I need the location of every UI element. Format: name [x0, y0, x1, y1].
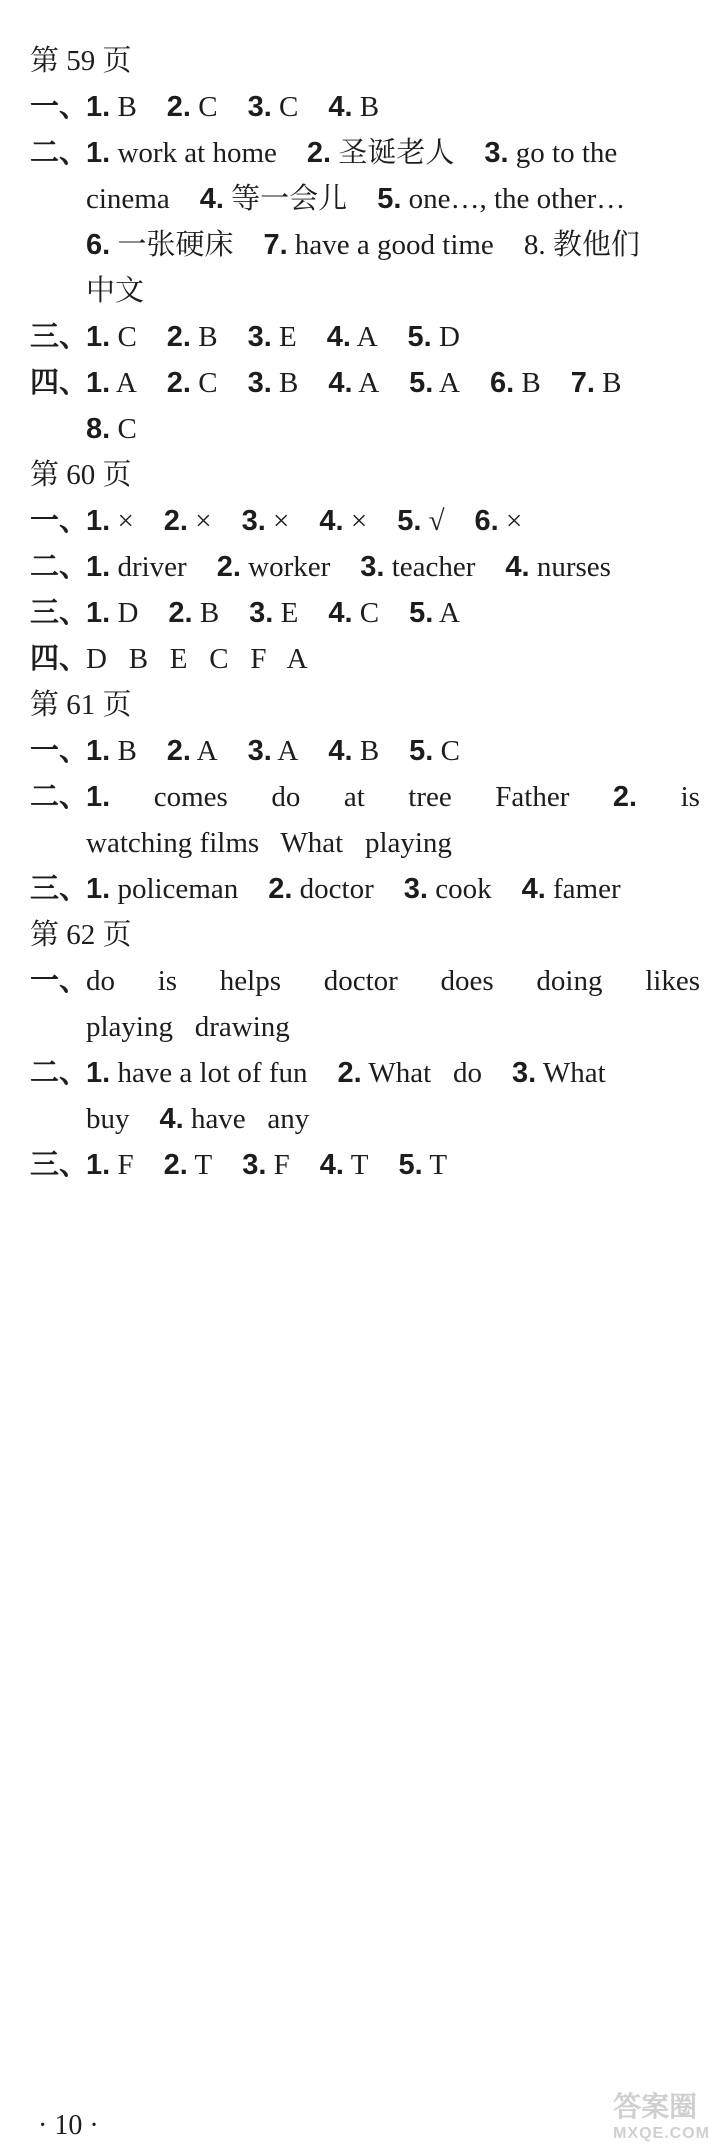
answer-text: × [195, 505, 212, 537]
page-61-label: 第 61 页 [30, 689, 132, 721]
answer-word: 1. [86, 781, 111, 813]
answer-number: 4. [326, 321, 351, 353]
page-59-label: 第 59 页 [30, 45, 132, 77]
items [86, 735, 490, 767]
items [86, 1057, 636, 1089]
answer-number: 2. [337, 1057, 362, 1089]
answer-item [328, 91, 379, 123]
answer-text: have a good time [294, 229, 494, 261]
answer-text: × [117, 505, 134, 537]
answer-text: A [438, 597, 460, 629]
answer-number: 3. [247, 321, 272, 353]
answer-item [398, 1149, 447, 1181]
answer-number: 1. [86, 137, 111, 169]
answer-word: at [343, 781, 365, 813]
answer-text: C [117, 413, 137, 445]
watermark-logo: 答案圈 MXQE.COM [613, 2091, 710, 2142]
answer-item [167, 321, 218, 353]
answer-item [409, 735, 460, 767]
answer-number: 8. [86, 413, 111, 445]
answer-text: go to the [515, 137, 618, 169]
answer-text: C [359, 597, 380, 629]
answer-text: worker [248, 551, 331, 583]
answer-number: 4. [319, 505, 344, 537]
answer-number: 7. [570, 367, 595, 399]
answer-number: 1. [86, 1057, 111, 1089]
answer-text: one…, the other… [408, 183, 626, 215]
answer-item [327, 321, 378, 353]
answer-text: C [198, 367, 218, 399]
items [86, 183, 655, 215]
answer-item [409, 367, 460, 399]
answer-item [86, 413, 137, 445]
answer-text: B [279, 367, 299, 399]
answer-text: A [196, 735, 218, 767]
p62-section-1: 一、 do is helps doctor does doing likes [30, 958, 700, 1004]
answer-number: 4. [328, 91, 353, 123]
p59-section-2: 二、1. work at home 2. 圣诞老人 3. go to the [30, 130, 700, 176]
items [86, 367, 652, 399]
answer-item [319, 505, 367, 537]
p62-section-2: 二、1. have a lot of fun 2. What do 3. What [30, 1050, 700, 1096]
answer-item [505, 551, 611, 583]
answer-text: D [117, 597, 139, 629]
answer-text: 等一会儿 [231, 183, 348, 215]
answer-text: E [279, 321, 297, 353]
p61-section-2: 二、 1. comes do at tree Father 2. is [30, 774, 700, 820]
answer-word: likes [645, 965, 700, 997]
p59-section-1: 一、1. B 2. C 3. C 4. B [30, 84, 700, 130]
answer-item [217, 551, 331, 583]
page-60-label: 第 60 页 [30, 459, 132, 491]
answer-item [86, 1149, 134, 1181]
answer-text: A [277, 735, 299, 767]
answer-number: 1. [86, 1149, 111, 1181]
items [86, 873, 651, 905]
answer-item [167, 91, 218, 123]
p59-section-2-line-4: 中文 [86, 275, 145, 307]
answer-number: 5. [409, 735, 434, 767]
answer-item [86, 91, 137, 123]
answer-text: F [117, 1149, 134, 1181]
answer-number: 5. [397, 505, 422, 537]
answer-text: × [350, 505, 368, 537]
answer-item [249, 597, 298, 629]
answer-text: 圣诞老人 [338, 137, 455, 169]
answer-item [86, 1103, 130, 1135]
answer-item [307, 137, 454, 169]
answer-number: 4. [328, 367, 353, 399]
items [86, 413, 167, 445]
answer-item [360, 551, 475, 583]
words [86, 958, 700, 1004]
p60-section-4: 四、D B E C F A [30, 643, 308, 675]
answer-text: T [350, 1149, 369, 1181]
answer-word: do [86, 965, 115, 997]
answer-number: 2. [268, 873, 293, 905]
answer-text: D B E C F A [86, 643, 308, 675]
answer-number: 3. [242, 1149, 267, 1181]
items [86, 505, 552, 537]
answer-number: 3. [247, 91, 272, 123]
answer-item [164, 505, 212, 537]
items [86, 137, 647, 169]
answer-item [320, 1149, 369, 1181]
items [86, 1103, 339, 1135]
answer-number: 1. [86, 873, 111, 905]
p59-section-2-line-3 [30, 222, 700, 268]
answer-number: 4. [199, 183, 224, 215]
answer-item [409, 597, 460, 629]
answer-text: 8. 教他们 [523, 229, 640, 261]
answer-item [86, 873, 238, 905]
answer-item [168, 597, 219, 629]
answer-number: 5. [398, 1149, 423, 1181]
answer-number: 3. [247, 367, 272, 399]
answer-item [377, 183, 625, 215]
answer-number: 4. [159, 1103, 184, 1135]
items [86, 229, 670, 261]
answer-word: doing [536, 965, 603, 997]
answer-word: 2. [612, 781, 638, 813]
answer-text: famer [553, 873, 621, 905]
answer-number: 3. [249, 597, 274, 629]
p61-section-1: 一、1. B 2. A 3. A 4. B 5. C [30, 728, 700, 774]
answer-text: B [117, 735, 137, 767]
answer-word: comes [153, 781, 228, 813]
answer-number: 2. [216, 551, 241, 583]
answer-number: 2. [166, 321, 191, 353]
answer-item [86, 321, 137, 353]
answer-number: 5. [407, 321, 432, 353]
answer-item [475, 505, 523, 537]
answer-text: A [356, 321, 378, 353]
answer-item [263, 229, 493, 261]
answer-page [30, 38, 700, 1188]
answer-text: D [438, 321, 460, 353]
answer-number: 2. [166, 91, 191, 123]
page-number: · 10 · [38, 2110, 99, 2141]
p61-section-3: 三、1. policeman 2. doctor 3. cook 4. famer [30, 866, 700, 912]
answer-text: C [117, 321, 137, 353]
answer-text: A [115, 367, 137, 399]
answer-item [86, 735, 137, 767]
answer-text: √ [428, 505, 445, 537]
answer-word: tree [408, 781, 452, 813]
words [86, 774, 700, 820]
answer-number: 1. [86, 735, 111, 767]
answer-number: 2. [163, 1149, 188, 1181]
answer-text: have any [190, 1103, 310, 1135]
answer-item [571, 367, 622, 399]
answer-number: 1. [86, 321, 111, 353]
answer-item [248, 321, 297, 353]
page-62-label: 第 62 页 [30, 919, 132, 951]
answer-word: doctor [323, 965, 398, 997]
answer-text: doctor [299, 873, 374, 905]
answer-text: B [359, 91, 380, 123]
answer-item [167, 367, 218, 399]
p60-section-1: 一、1. × 2. × 3. × 4. × 5. √ 6. × [30, 498, 700, 544]
answer-item [397, 505, 444, 537]
answer-text: T [429, 1149, 448, 1181]
answer-item [164, 1149, 213, 1181]
answer-item [167, 735, 218, 767]
answer-item [86, 505, 134, 537]
answer-item [86, 597, 138, 629]
answer-text: F [273, 1149, 290, 1181]
answer-item [86, 551, 187, 583]
answer-item [337, 1057, 481, 1089]
p59-section-3: 三、1. C 2. B 3. E 4. A 5. D [30, 314, 700, 360]
answer-text: T [194, 1149, 213, 1181]
answer-item [328, 367, 379, 399]
answer-text: 一张硬床 [117, 229, 234, 261]
answer-item [404, 873, 492, 905]
p61-section-2-line-2: watching films What playing [86, 827, 452, 859]
answer-item [512, 1057, 606, 1089]
answer-text: policeman [117, 873, 239, 905]
answer-item [200, 183, 347, 215]
answer-number: 1. [86, 367, 111, 399]
answer-number: 1. [86, 505, 111, 537]
answer-text: C [198, 91, 218, 123]
answer-text: What [542, 1057, 606, 1089]
items [86, 551, 641, 583]
items [86, 91, 409, 123]
answer-number: 3. [484, 137, 509, 169]
answer-text: cook [435, 873, 492, 905]
answer-text: A [439, 367, 460, 399]
answer-number: 2. [166, 735, 191, 767]
answer-text: B [602, 367, 622, 399]
answer-number: 1. [86, 551, 111, 583]
answer-text: E [280, 597, 299, 629]
answer-word: Father [495, 781, 570, 813]
answer-item [86, 183, 170, 215]
answer-item [522, 873, 621, 905]
answer-number: 6. [474, 505, 499, 537]
answer-text: teacher [391, 551, 476, 583]
answer-number: 3. [247, 735, 272, 767]
answer-number: 4. [328, 597, 353, 629]
p59-section-2-line-2 [30, 176, 700, 222]
answer-number: 6. [86, 229, 111, 261]
p62-section-2-line-2 [30, 1096, 700, 1142]
answer-item [524, 229, 640, 261]
answer-text: B [359, 735, 380, 767]
p59-section-4: 四、1. A 2. C 3. B 4. A 5. A 6. B 7. B [30, 360, 700, 406]
answer-item [86, 367, 137, 399]
answer-item [242, 505, 290, 537]
answer-text: B [117, 91, 137, 123]
answer-number: 3. [360, 551, 385, 583]
answer-number: 5. [377, 183, 402, 215]
answer-number: 2. [166, 367, 191, 399]
answer-text: C [279, 91, 299, 123]
answer-item [248, 91, 299, 123]
answer-text: work at home [117, 137, 277, 169]
answer-number: 5. [409, 597, 434, 629]
answer-text: × [505, 505, 523, 537]
answer-word: helps [219, 965, 281, 997]
answer-number: 2. [306, 137, 332, 169]
answer-number: 1. [86, 91, 111, 123]
answer-number: 3. [403, 873, 428, 905]
answer-text: nurses [536, 551, 611, 583]
answer-number: 4. [521, 873, 546, 905]
answer-item [248, 367, 299, 399]
answer-item [160, 1103, 310, 1135]
answer-item [268, 873, 374, 905]
answer-number: 4. [328, 735, 353, 767]
answer-item [86, 137, 277, 169]
answer-number: 2. [163, 505, 188, 537]
answer-number: 4. [319, 1149, 344, 1181]
answer-text: C [440, 735, 460, 767]
answer-item [248, 735, 299, 767]
answer-text: buy [86, 1103, 130, 1135]
answer-text: × [273, 505, 290, 537]
p60-section-2: 二、1. driver 2. worker 3. teacher 4. nurses [30, 544, 700, 590]
p59-section-4-line-2 [30, 406, 700, 452]
answer-item [86, 1057, 307, 1089]
answer-number: 7. [263, 229, 288, 261]
answer-number: 2. [168, 597, 193, 629]
answer-item [86, 229, 233, 261]
answer-item [328, 735, 379, 767]
answer-word: is [157, 965, 178, 997]
answer-text: driver [117, 551, 187, 583]
answer-text: A [358, 367, 380, 399]
answer-number: 4. [505, 551, 530, 583]
answer-item [242, 1149, 290, 1181]
answer-text: have a lot of fun [117, 1057, 308, 1089]
answer-item [408, 321, 460, 353]
answer-item [328, 597, 379, 629]
answer-item [490, 367, 541, 399]
answer-word: is [680, 781, 700, 813]
p62-section-1-line-2: playing drawing [86, 1011, 290, 1043]
answer-item [484, 137, 617, 169]
answer-number: 5. [409, 367, 434, 399]
answer-word: does [440, 965, 494, 997]
items [86, 1149, 477, 1181]
answer-number: 6. [489, 367, 515, 399]
p62-section-3: 三、1. F 2. T 3. F 4. T 5. T [30, 1142, 700, 1188]
answer-text: B [199, 597, 220, 629]
answer-text: B [521, 367, 541, 399]
answer-text: cinema [86, 183, 170, 215]
answer-number: 3. [511, 1057, 537, 1089]
answer-text: B [198, 321, 218, 353]
items [86, 597, 490, 629]
answer-number: 1. [86, 597, 111, 629]
answer-text: What do [368, 1057, 482, 1089]
answer-word: do [271, 781, 301, 813]
answer-number: 3. [241, 505, 266, 537]
p60-section-3: 三、1. D 2. B 3. E 4. C 5. A [30, 590, 700, 636]
items [86, 321, 490, 353]
